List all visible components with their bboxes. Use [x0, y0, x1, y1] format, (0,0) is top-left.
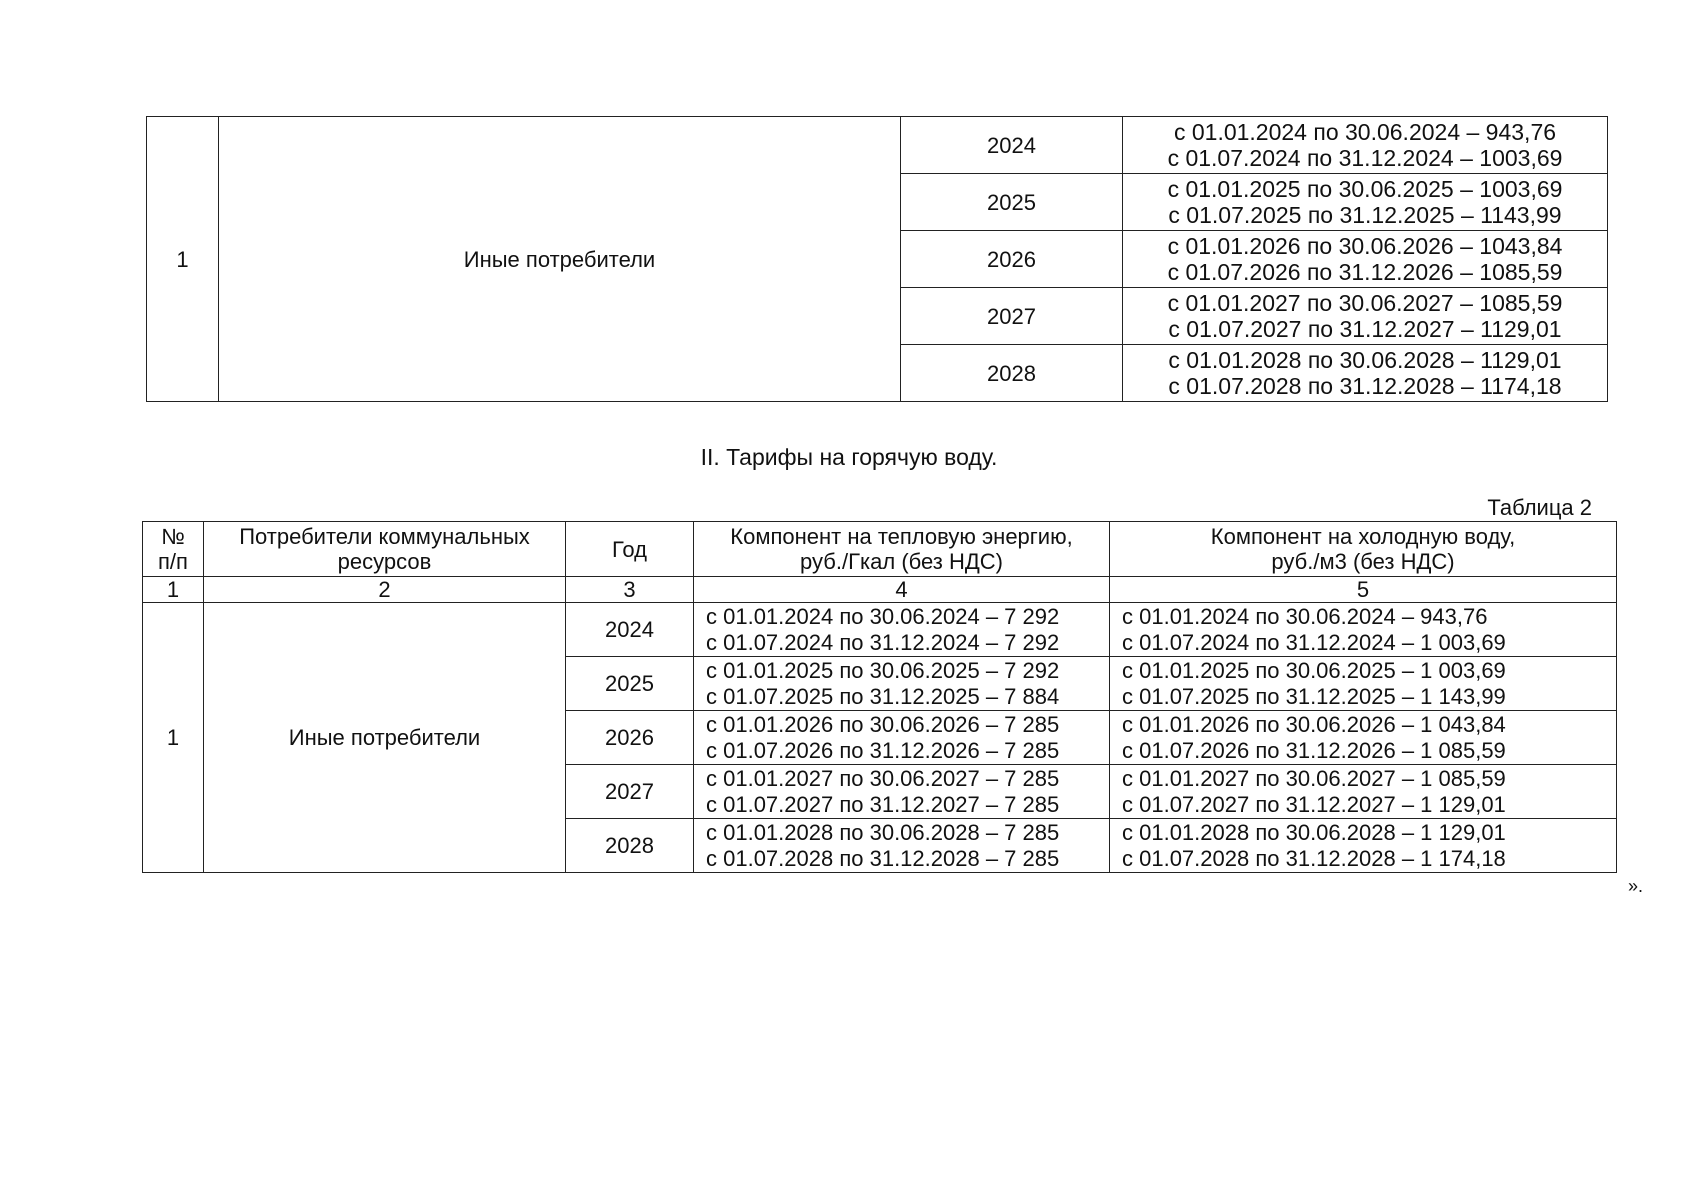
table-row — [143, 603, 1617, 657]
year-cell: 2028 — [566, 819, 694, 873]
row-number: 1 — [143, 603, 204, 873]
consumer-cell: Иные потребители — [219, 117, 901, 402]
row-number: 1 — [147, 117, 219, 402]
tariff-cell: с 01.01.2028 по 30.06.2028 – 1129,01 с 01.07.2028 по 31.12.2028 – 1174,18 — [1123, 345, 1608, 402]
tariff-cell: с 01.01.2026 по 30.06.2026 – 1043,84 с 01.07.2026 по 31.12.2026 – 1085,59 — [1123, 231, 1608, 288]
year-cell: 2025 — [566, 657, 694, 711]
year-cell: 2024 — [901, 117, 1123, 174]
header-year: Год — [566, 522, 694, 577]
heat-tariff-cell: с 01.01.2028 по 30.06.2028 – 7 285 с 01.07.2028 по 31.12.2028 – 7 285 — [694, 819, 1110, 873]
water-tariff-cell: с 01.01.2028 по 30.06.2028 – 1 129,01 с 01.07.2028 по 31.12.2028 – 1 174,18 — [1110, 819, 1617, 873]
water-tariff-cell: с 01.01.2024 по 30.06.2024 – 943,76 с 01.07.2024 по 31.12.2024 – 1 003,69 — [1110, 603, 1617, 657]
column-number: 2 — [204, 577, 566, 603]
header-consumers: Потребители коммунальных ресурсов — [204, 522, 566, 577]
column-number: 3 — [566, 577, 694, 603]
tariff-cell: с 01.01.2025 по 30.06.2025 – 1003,69 с 01.07.2025 по 31.12.2025 – 1143,99 — [1123, 174, 1608, 231]
header-water-component: Компонент на холодную воду, руб./м3 (без НДС) — [1110, 522, 1617, 577]
year-cell: 2024 — [566, 603, 694, 657]
heat-tariff-cell: с 01.01.2024 по 30.06.2024 – 7 292 с 01.07.2024 по 31.12.2024 – 7 292 — [694, 603, 1110, 657]
tariff-cell: с 01.01.2024 по 30.06.2024 – 943,76 с 01.07.2024 по 31.12.2024 – 1003,69 — [1123, 117, 1608, 174]
column-number: 5 — [1110, 577, 1617, 603]
year-cell: 2027 — [901, 288, 1123, 345]
column-number: 1 — [143, 577, 204, 603]
year-cell: 2026 — [901, 231, 1123, 288]
header-no: № п/п — [143, 522, 204, 577]
table-row — [147, 117, 1608, 174]
water-tariff-cell: с 01.01.2026 по 30.06.2026 – 1 043,84 с 01.07.2026 по 31.12.2026 – 1 085,59 — [1110, 711, 1617, 765]
year-cell: 2025 — [901, 174, 1123, 231]
year-cell: 2028 — [901, 345, 1123, 402]
section-title: II. Тарифы на горячую воду. — [700, 444, 998, 470]
tariff-table-1 — [146, 116, 1608, 402]
closing-quote-mark: ». — [1628, 876, 1644, 896]
column-number: 4 — [694, 577, 1110, 603]
header-row — [143, 522, 1617, 577]
header-heat-component: Компонент на тепловую энергию, руб./Гкал (без НДС) — [694, 522, 1110, 577]
heat-tariff-cell: с 01.01.2026 по 30.06.2026 – 7 285 с 01.07.2026 по 31.12.2026 – 7 285 — [694, 711, 1110, 765]
heat-tariff-cell: с 01.01.2025 по 30.06.2025 – 7 292 с 01.07.2025 по 31.12.2025 – 7 884 — [694, 657, 1110, 711]
water-tariff-cell: с 01.01.2025 по 30.06.2025 – 1 003,69 с 01.07.2025 по 31.12.2025 – 1 143,99 — [1110, 657, 1617, 711]
year-cell: 2027 — [566, 765, 694, 819]
water-tariff-cell: с 01.01.2027 по 30.06.2027 – 1 085,59 с 01.07.2027 по 31.12.2027 – 1 129,01 — [1110, 765, 1617, 819]
tariff-cell: с 01.01.2027 по 30.06.2027 – 1085,59 с 01.07.2027 по 31.12.2027 – 1129,01 — [1123, 288, 1608, 345]
year-cell: 2026 — [566, 711, 694, 765]
table-label: Таблица 2 — [1487, 495, 1592, 520]
consumer-cell: Иные потребители — [204, 603, 566, 873]
column-number-row — [143, 577, 1617, 603]
tariff-table-2 — [142, 521, 1617, 873]
heat-tariff-cell: с 01.01.2027 по 30.06.2027 – 7 285 с 01.07.2027 по 31.12.2027 – 7 285 — [694, 765, 1110, 819]
